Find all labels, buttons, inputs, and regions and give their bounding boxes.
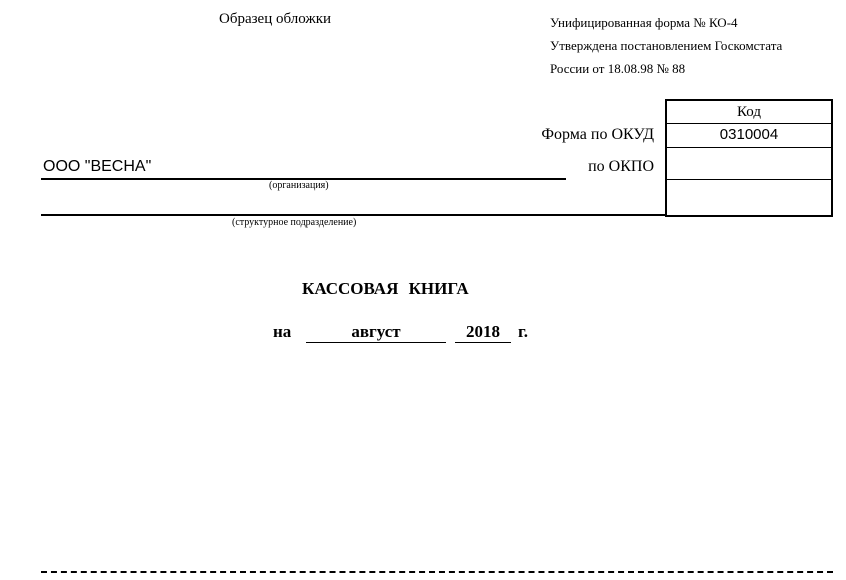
- cover-sample-caption: Образец обложки: [219, 11, 332, 27]
- empty-code-cell: [667, 180, 831, 215]
- period-year: 2018: [455, 322, 511, 343]
- okpo-label: по ОКПО: [588, 158, 654, 175]
- form-approval-block: [550, 11, 782, 80]
- period-suffix: г.: [518, 322, 529, 341]
- period-prefix: на: [273, 322, 292, 341]
- form-approval-line: Унифицированная форма № КО-4: [550, 15, 738, 30]
- organization-caption: (организация): [269, 180, 329, 191]
- department-caption: (структурное подразделение): [232, 217, 357, 228]
- okud-code-cell: 0310004: [667, 124, 831, 148]
- department-underline: [41, 214, 666, 216]
- period-month: август: [306, 322, 446, 343]
- okud-label: Форма по ОКУД: [541, 126, 654, 143]
- codes-header: Код: [667, 101, 831, 124]
- okpo-code-cell: [667, 148, 831, 180]
- form-approval-line: России от 18.08.98 № 88: [550, 61, 686, 76]
- cut-line: [41, 571, 833, 573]
- document-title: КАССОВАЯ КНИГА: [302, 279, 469, 298]
- form-approval-line: Утверждена постановлением Госкомстата: [550, 38, 783, 53]
- codes-table: [665, 99, 833, 217]
- organization-name: ООО "ВЕСНА": [43, 158, 152, 175]
